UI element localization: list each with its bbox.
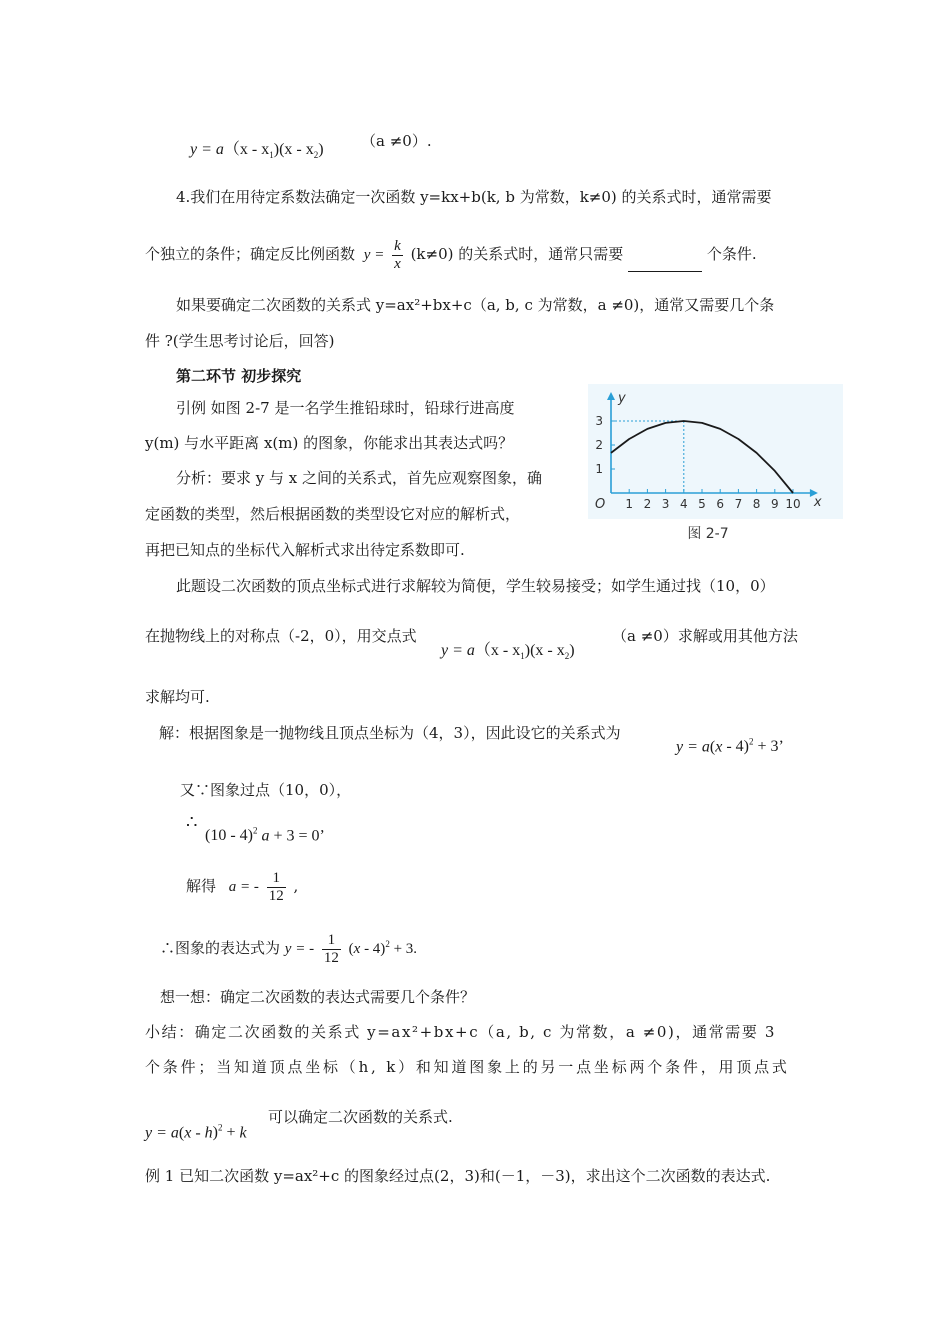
y-tick-label: 2	[595, 438, 603, 452]
solve-line: 解得 a = - $\frac{1}{12}$ ,	[186, 870, 299, 904]
x-tick-label: 8	[752, 497, 761, 511]
intercept-condition: （a ≠0）.	[361, 132, 432, 150]
solution-line1: 解：根据图象是一抛物线且顶点坐标为（4，3），因此设它的关系式为	[159, 724, 621, 742]
solve-label: 解得	[186, 877, 217, 895]
x-tick-label: 7	[734, 497, 743, 511]
chart-caption: 图 2-7	[687, 526, 729, 542]
sym-para-text-a: 在抛物线上的对称点（-2，0），用交点式	[145, 627, 417, 645]
summary-line2: 个条件；当知道顶点坐标（h, k）和知道图象上的另一点坐标两个条件，用顶点式	[145, 1058, 790, 1076]
intro-line4: 定函数的类型，然后根据函数的类型设它对应的解析式，	[145, 505, 521, 523]
x-tick-label: 5	[698, 497, 706, 511]
x-tick-label: 3	[661, 497, 670, 511]
sym-para-line3: 求解均可.	[145, 688, 210, 706]
q4-line2: 个独立的条件；确定反比例函数 y = $\frac{k}{x}$ (k≠0) 的关系式时，通常只需要 个条件.	[145, 238, 757, 272]
vertex-form-formula: y = a(x - 4)$^2$ + 3’	[676, 737, 784, 756]
therefore-symbol: ∴	[186, 812, 198, 833]
summary-line3-text: 可以确定二次函数的关系式.	[268, 1108, 453, 1126]
q4-line2-text-c: 个条件.	[706, 245, 757, 263]
section-title: 第二环节 初步探究	[176, 367, 302, 385]
origin-label: O	[595, 497, 606, 512]
answer-blank[interactable]	[628, 257, 702, 272]
x-tick-label: 4	[679, 497, 688, 511]
substitution-formula: (10 - 4)$^2$ a + 3 = 0’	[205, 826, 325, 845]
q4-line1: 4.我们在用待定系数法确定一次函数 y=kx+b(k, b 为常数，k≠0) 的关系式时，通常需要	[176, 188, 772, 206]
intercept-formula: $y = a(x - x_1)(x - x_2)$	[190, 141, 324, 161]
x-axis-label: x	[813, 495, 822, 510]
q4-line2-text-a: 个独立的条件；确定反比例函数	[145, 245, 356, 263]
a-fraction: $\frac{1}{12}$	[268, 870, 284, 904]
sym-intercept-formula: $y = a(x - x_1)(x - x_2)$	[441, 642, 575, 662]
quad-para-line2: 件 ?(学生思考讨论后，回答)	[145, 332, 335, 350]
x-tick-label: 6	[716, 497, 725, 511]
think-line: 想一想：确定二次函数的表达式需要几个条件？	[160, 988, 476, 1006]
summary-line1: 小结：确定二次函数的关系式 y=ax²+bx+c（a, b, c 为常数，a ≠0)，通常需要 3	[145, 1023, 776, 1041]
intro-line1: 引例 如图 2-7 是一名学生推铅球时，铅球行进高度	[176, 399, 515, 417]
sym-para-text-b: （a ≠0）求解或用其他方法	[612, 627, 798, 645]
intro-line2: y(m) 与水平距离 x(m) 的图象，你能求出其表达式吗？	[145, 434, 514, 452]
y-tick-label: 3	[595, 414, 603, 428]
parabola-chart	[588, 384, 843, 544]
sym-para-line1: 此题设二次函数的顶点坐标式进行求解较为简便，学生较易接受；如学生通过找（10，0）	[176, 577, 775, 595]
x-tick-label: 10	[785, 497, 801, 511]
expression-line: ∴图象的表达式为 y = - $\frac{1}{12}$ (x - 4)$^2$ + 3.	[160, 932, 418, 966]
final-fraction: $\frac{1}{12}$	[323, 932, 339, 966]
sym-para-line2	[145, 627, 417, 645]
x-tick-label: 2	[643, 497, 652, 511]
x-tick-label: 1	[625, 497, 634, 511]
summary-vertex-formula: y = a(x - h)$^2$ + k	[145, 1123, 247, 1142]
x-tick-label: 9	[770, 497, 779, 511]
y-axis-label: y	[618, 391, 626, 406]
expression-label: ∴图象的表达式为	[160, 939, 281, 957]
intro-line5: 再把已知点的坐标代入解析式求出待定系数即可.	[145, 541, 465, 559]
intro-line3: 分析：要求 y 与 x 之间的关系式，首先应观察图象，确	[176, 469, 543, 487]
q4-line2-text-b: (k≠0) 的关系式时，通常只需要	[410, 245, 624, 263]
solution-line2: 又∵图象过点（10，0），	[180, 781, 352, 799]
y-tick-label: 1	[595, 462, 603, 476]
inverse-fraction: $\frac{k}{x}$	[394, 238, 401, 272]
example1-line: 例 1 已知二次函数 y=ax²+c 的图象经过点(2，3)和(－1，－3)，求出这个二次函数的表达式.	[145, 1167, 771, 1185]
quad-para-line1: 如果要确定二次函数的关系式 y=ax²+bx+c（a, b, c 为常数，a ≠0)，通常又需要几个条	[176, 296, 775, 314]
